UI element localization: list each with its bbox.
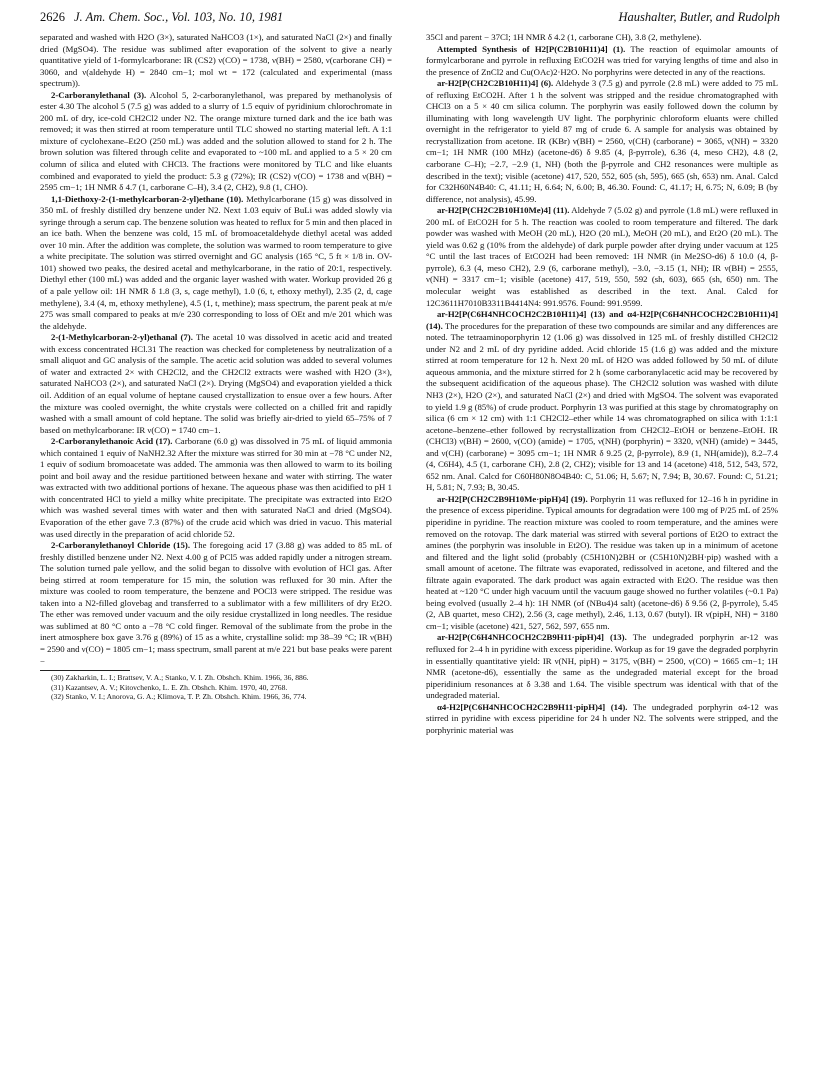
paragraph-heading: ar-H2[P(C6H4NHCOCH2C2B9H11·pipH)4] (13). (437, 632, 627, 643)
paragraph-text: The foregoing acid 17 (3.88 g) was added to 85 mL of freshly distilled benzene under N2. Next 4.00 g of PCl5 was added rapidly under a nitrogen stream. The solution turned pale yellow, and the solid began to dissolve with evolution of HCl gas. After being stirred at room temperature for 15 min, the solution was refluxed for 30 min. After the mixture was cooled to room temperature, the benzene and POCl3 were stripped. The residue was taken into a N2-filled glovebag and transferred to a sublimator with a few milliliters of dry Et2O. The ether was removed under vacuum and the oily residue crystallized in long needles. The residue was sublimed at 80 °C onto a −78 °C cold finger. Removal of the sublimate from the probe in the inert atmosphere box gave 3.76 g (89%) of 15 as a white, crystalline solid: mp 38–39 °C; IR ν(BH) = 2590 and ν(CO) = 1805 cm−1; mass spectrum, small parent at m/e 221 but base peaks were parent − (40, 540, 392, 666)
paragraph-heading: 2-Carboranylethanal (3). (51, 89, 147, 100)
paragraph-text: Methylcarborane (15 g) was dissolved in 350 mL of freshly distilled dry benzene under N2. Next 1.03 equiv of BuLi was added slowly via syringe through a serum cap. The benzene solution was heated to reflux for 5 min and then placed in an ice bath. When the benzene was cold, 15 mL of bromoacetaldehyde diethyl acetal was added over 10 min. After the addition was complete, the solution was warmed to room temperature to give a white precipitate. The solution was stirred overnight and GC analysis (165 °C, 5 ft × 1/8 in. OV-101) showed two peaks, the desired acetal and methylcarborane, in the ratio of 20:1, respectively. Diethyl ether (100 mL) was added and the organic layer washed with water. Workup provided 26 g of a pale yellow oil: 1H NMR δ 1.8 (3, s, cage methyl), 1.0 (6, t, ethoxy methyl), 2.35 (2, d, cage methylene), 3.4 (4, m, ethoxy methylene), 4.5 (1, t, methine); mass spectrum, the parent peak at m/e 275 was small compared to peaks at m/e 230 corresponding to loss of OEt and m/e 201 which was the aldehyde. (40, 193, 393, 331)
paragraph (426, 309, 778, 494)
paragraph (426, 702, 778, 737)
paragraph (40, 332, 392, 436)
paragraph (426, 205, 778, 309)
paragraph (426, 78, 778, 205)
paragraph-text: Porphyrin 11 was refluxed for 12–16 h in pyridine in the presence of excess piperidine. Typical amounts for degradation were 100 mg of P/25 mL of 25% piperidine in pyridine. The reaction mixture was cooled to room temperature, and the amines were removed on the rotovap. The dark material was stirred with several portions of Et2O to extract the amines (the porphyrin was insoluble in Et2O). The residue was taken up in a minimum of acetone and filtered and the light solid (probably (C5H10N)2BH or (C5H10N)2BH·pip) washed with a small amount of acetone. The filtrate was evaporated, redissolved in acetone, and filtered and the filtrate again evaporated. The dark product was again extracted with Et2O. The residue was then heated at ~120 °C under high vacuum until the vacuum gauge showed no further volatiles (~0.1 Pa) being evolved (usually 2–4 h): 1H NMR (of (NBu4)4 salt) (acetone-d6) δ 9.56 (2, β-pyrrole), 5.45 (2, AB quartet, meso CH2), 2.56 (3, cage methyl), 2.46, 1.13, 0.67 (butyl). IR ν(pipH, NH) = 3180 cm−1; visible (acetone) 421, 527, 562, 597, 655 nm. (426, 493, 778, 631)
paragraph (426, 32, 778, 44)
paragraph (40, 32, 392, 90)
paragraph (426, 632, 778, 701)
paragraph-heading: 2-Carboranylethanoyl Chloride (15). (51, 540, 191, 551)
journal-citation: J. Am. Chem. Soc., Vol. 103, No. 10, 1981 (74, 10, 284, 24)
paragraph-text: The undegraded porphyrin ar-12 was refluxed for 2–4 h in pyridine with excess piperidine. Workup as for 19 gave the degraded porphyrin in essentially quantitative yield: IR ν(NH, pipH) = 3175, ν(BH) = 2500, ν(CO) = 1665 cm−1; 1H NMR (acetone-d6), essentially the same as the undegraded material except for the broad piperidinium resonances at δ 3.38 and 1.64. The visible spectrum was identical with that of the undegraded material. (426, 632, 778, 701)
paragraph-text: Aldehyde 3 (7.5 g) and pyrrole (2.8 mL) were added to 75 mL of refluxing EtCO2H. After 1 h the solvent was stripped and the residue chromatographed with CHCl3 on a 5 × 40 cm silica column. The porphyrin was easily followed down the column by illuminating with long wavelength UV light. The porphyrinic chloroform eluants were chilled overnight in the refrigerator to yield 87 mg of crude 6. A sample for analysis was obtained by recrystallization from acetone. IR (KBr) ν(BH) = 2560, ν(CH) (carborane) = 3065, ν(NH) = 3320 cm−1; 1H NMR (100 MHz) (acetone-d6) δ 9.85 (4, β-pyrrole), 6.36 (4, meso CH2), 4.8 (2, carborane C–H); −2.7, −2.9 (1, NH) (both the β-pyrrole and CH2 resonances were multiple as described in the text); visible (acetone) 417, 520, 552, 605 (sh, 595), 665 (sh, 653) nm. Anal. Calcd for C32H60N4B40: C, 41.11; H, 6.64; N, 6.00; B, 46.30. Found: C, 41.17; H, 6.75; N, 6.09; B (by difference, not analysis), 45.99. (426, 78, 778, 204)
paragraph-text: Carborane (6.0 g) was dissolved in 75 mL of liquid ammonia which contained 1 equiv of NaNH2.32 After the mixture was stirred for 30 min at −78 °C under N2, 1 equiv of sodium bromoacetate was added. The ammonia was then allowed to warm to its boiling point and boil away and the residue partitioned between hexane and water with stirring. The water was extracted with two additional portions of hexane. The aqueous phase was then acidified to pH 1 with concentrated HCl to yield a milky white precipitate. The precipitate was extracted into Et2O which was washed several times with water and then with saturated NaCl and dried (MgSO4). Evaporation of the ether gave 7.3 (87%) of the crude acid which was dried in vacuo. This material was used directly in the preparation of acid chloride 52. (40, 436, 392, 539)
right-column (426, 32, 778, 736)
paragraph-text: The procedures for the preparation of these two compounds are similar and any differences are noted. The tetraaminoporphyrin 12 (1.06 g) was dissolved in 125 mL of freshly distilled CH2Cl2 under N2 and 2 mL of dry pyridine added. Acid chloride 15 (1.6 g) was added and the mixture stirred at room temperature for 12 h. Next 20 mL of H2O was added followed by 50 mL of dilute aqueous ammonia, and the mixture stirred for 2 h (some carboranylacetic acid may be recovered by the subsequent acidification of the aqueous phase). The CH2Cl2 solution was washed with dilute NH3 (2×), H2O (2×), and saturated NaCl (2×) and dried with MgSO4. The solvent was evaporated to yield 1.9 g (85%) of crude product. Porphyrin 13 was purified at this stage by chromatography on silica (6 cm × 12 cm) with 1:1 CH2Cl2–ether while 14 was chromatographed on silica with 1:1:1 acetone–benzene–ether followed by recrystallization from CH2Cl2–EtOH or benzene–EtOH. IR (CHCl3) ν(BH) = 2600, ν(CO) (amide) = 1705, ν(NH) (porphyrin) = 3320, ν(NH) (amide) = 3445, and ν(CH) (carborane) = 3095 cm−1; 1H NMR δ 9.25 (2, β-pyrrole), 8.9 (1, NH(amide)), 8.2–7.4 (4, C6H4), 4.5 (1, carborane CH), 2.8 (2, CH2); visible for 13 and 14 (acetone) 418, 512, 543, 572, 652 nm. Anal. Calcd for C60H80N8O4B40: C, 51.06; H, 5.67; N, 7.94; B, 30.67. Found: C, 51.21; H, 5.81; N, 7.93; B, 30.45. (426, 320, 779, 493)
footnote: (32) Stanko, V. I.; Anorova, G. A.; Klimova, T. P. Zh. Obshch. Khim. 1966, 36, 774. (51, 692, 307, 702)
paragraph-heading: α4-H2[P(C6H4NHCOCH2C2B9H11·pipH)4] (14). (437, 701, 628, 712)
left-column (40, 32, 392, 702)
footnote: (31) Kazantsev, A. V.; Kitovchenko, L. E. Zh. Obshch. Khim. 1970, 40, 2768. (51, 682, 288, 692)
paragraph-text: The acetal 10 was dissolved in acetic acid and treated with excess concentrated HCl.31 The reaction was checked for completeness by neutralization of a small aliquot and GC analysis of the sample. The acetic acid solution was added to several volumes of water and extracted 2× with CH2Cl2, and the CH2Cl2 extracts were washed with H2O (3×), saturated NaHCO3 (2×), and saturated NaCl (2×). Drying (MgSO4) and evaporation yielded a thick oil. Addition of an equal volume of heptane caused crystallization to ensue over a few hours. After the mixture was cooled overnight, the white crystals were collected on a chilled frit and rapidly washed with a small amount of cold heptane. The solid was briefly air-dried to yield 65–75% of 7 based on methylcarborane: IR ν(CO) = 1740 cm−1. (40, 332, 392, 435)
paragraph-text: separated and washed with H2O (3×), saturated NaHCO3 (1×), and saturated NaCl (2×) and finally dried (MgSO4). The residue was sublimed after evaporation of the solvent to give a nearly quantitative yield of 1-formylcarborane: IR (CS2) ν(CO) = 1738, ν(BH) = 2580, ν(carborane CH) = 3060, and ν(aldehyde H) = 2840 cm−1; mol wt = 172 (calculated and experimental (mass spectrum)). (40, 32, 392, 89)
paragraph-text: Aldehyde 7 (5.02 g) and pyrrole (1.8 mL) were refluxed in 200 mL of EtCO2H for 5 h. The reaction was cooled to room temperature and filtered. The dark powder was washed with MeOH (20 mL), H2O (20 mL), MeOH (20 mL), and Et2O (20 mL). The yield was 0.62 g (10% from the aldehyde) of dark purple powder after drying under vacuum at 125 °C until the last traces of EtCO2H had been removed: 1H NMR (in Me2SO-d6) δ 10.0 (4, β-pyrrole), 6.3 (4, meso CH2), 2.9 (6, carborane methyl), −3.0, −3.15 (1, NH); IR ν(BH) = 2555, ν(NH) = 3317 cm−1; visible (acetone) 417, 519, 550, 592 (sh, 603), 665 (sh, 650) nm. The molecular weight was established as described in the text. Anal. Calcd for 12C3611H7010B3311B4414N4: 991.9576. Found: 991.9599. (426, 205, 778, 308)
paragraph-heading: ar-H2[P(CH2C2B9H10Me·pipH)4] (19). (437, 493, 588, 504)
paragraph (426, 44, 778, 79)
paragraph-text: 35Cl and parent − 37Cl; 1H NMR δ 4.2 (1, carborane CH), 3.8 (2, methylene). (426, 32, 702, 42)
paragraph (40, 436, 392, 540)
paragraph-heading: 2-Carboranylethanoic Acid (17). (51, 436, 173, 447)
paragraph-heading: 2-(1-Methylcarboran-2-yl)ethanal (7). (51, 332, 193, 343)
paragraph (40, 90, 392, 194)
footnote: (30) Zakharkin, L. I.; Brattsev, V. A.; Stanko, V. I. Zh. Obshch. Khim. 1966, 36, 886. (51, 673, 309, 683)
paragraph (40, 194, 392, 333)
running-authors: Haushalter, Butler, and Rudolph (618, 10, 780, 24)
paragraph-heading: 1,1-Diethoxy-2-(1-methylcarboran-2-yl)ethane (10). (51, 193, 244, 204)
paragraph-text: Alcohol 5, 2-carboranylethanol, was prepared by methanolysis of ester 4.30 The alcohol 5 (7.5 g) was added to a slurry of 1.5 equiv of pyridinium chlorochromate in 200 mL of dry, ice-cold CH2Cl2 under N2. The orange mixture turned dark and the ice bath was removed; it was then stirred at room temperature until TLC showed no starting material left. A 1:1 mixture of cyclohexane–Et2O (250 mL) was added and the solution allowed to stand for 2 h. The brown solution was filtered through celite and evaporated to ~100 mL and applied to a 5 × 20 cm column of silica and eluted with CHCl3. The fractions were monitored by TLC and like eluants combined and evaporated to yield the product: 5.3 g (72%); IR (CS2) ν(CO) = 1738 and ν(BH) = 2595 cm−1; 1H NMR δ 4.7 (1, carborane C–H), 3.4 (2, CH2), 9.8 (1, CHO). (40, 89, 392, 193)
paragraph-heading: ar-H2[P(CH2C2B10H11)4] (6). (437, 78, 554, 89)
paragraph-text: The undegraded porphyrin α4-12 was stirred in pyridine with excess piperidine for 24 h under N2. The solvents were stripped, and the porphyrinic material was (426, 701, 778, 735)
running-header (40, 10, 780, 30)
paragraph-text: The reaction of equimolar amounts of formylcarborane and pyrrole in refluxing EtCO2H was tried for varying lengths of time and also in the presence of ZnCl2 and Cu(OAc)2·H2O. No porphyrins were detected in any of the reactions. (426, 43, 779, 77)
footnote-rule (40, 670, 130, 671)
paragraph-heading: Attempted Synthesis of H2[P(C2B10H11)4] (1). (437, 43, 626, 54)
paragraph-heading: ar-H2[P(CH2C2B10H10Me)4] (11). (437, 205, 570, 216)
paragraph-heading: ar-H2[P(C6H4NHCOCH2C2B10H11)4] (13) and α4-H2[P(C6H4NHCOCH2C2B10H11)4] (14). (426, 309, 778, 331)
paragraph (40, 540, 392, 667)
paragraph (426, 494, 778, 633)
page-number: 2626 (40, 10, 65, 24)
